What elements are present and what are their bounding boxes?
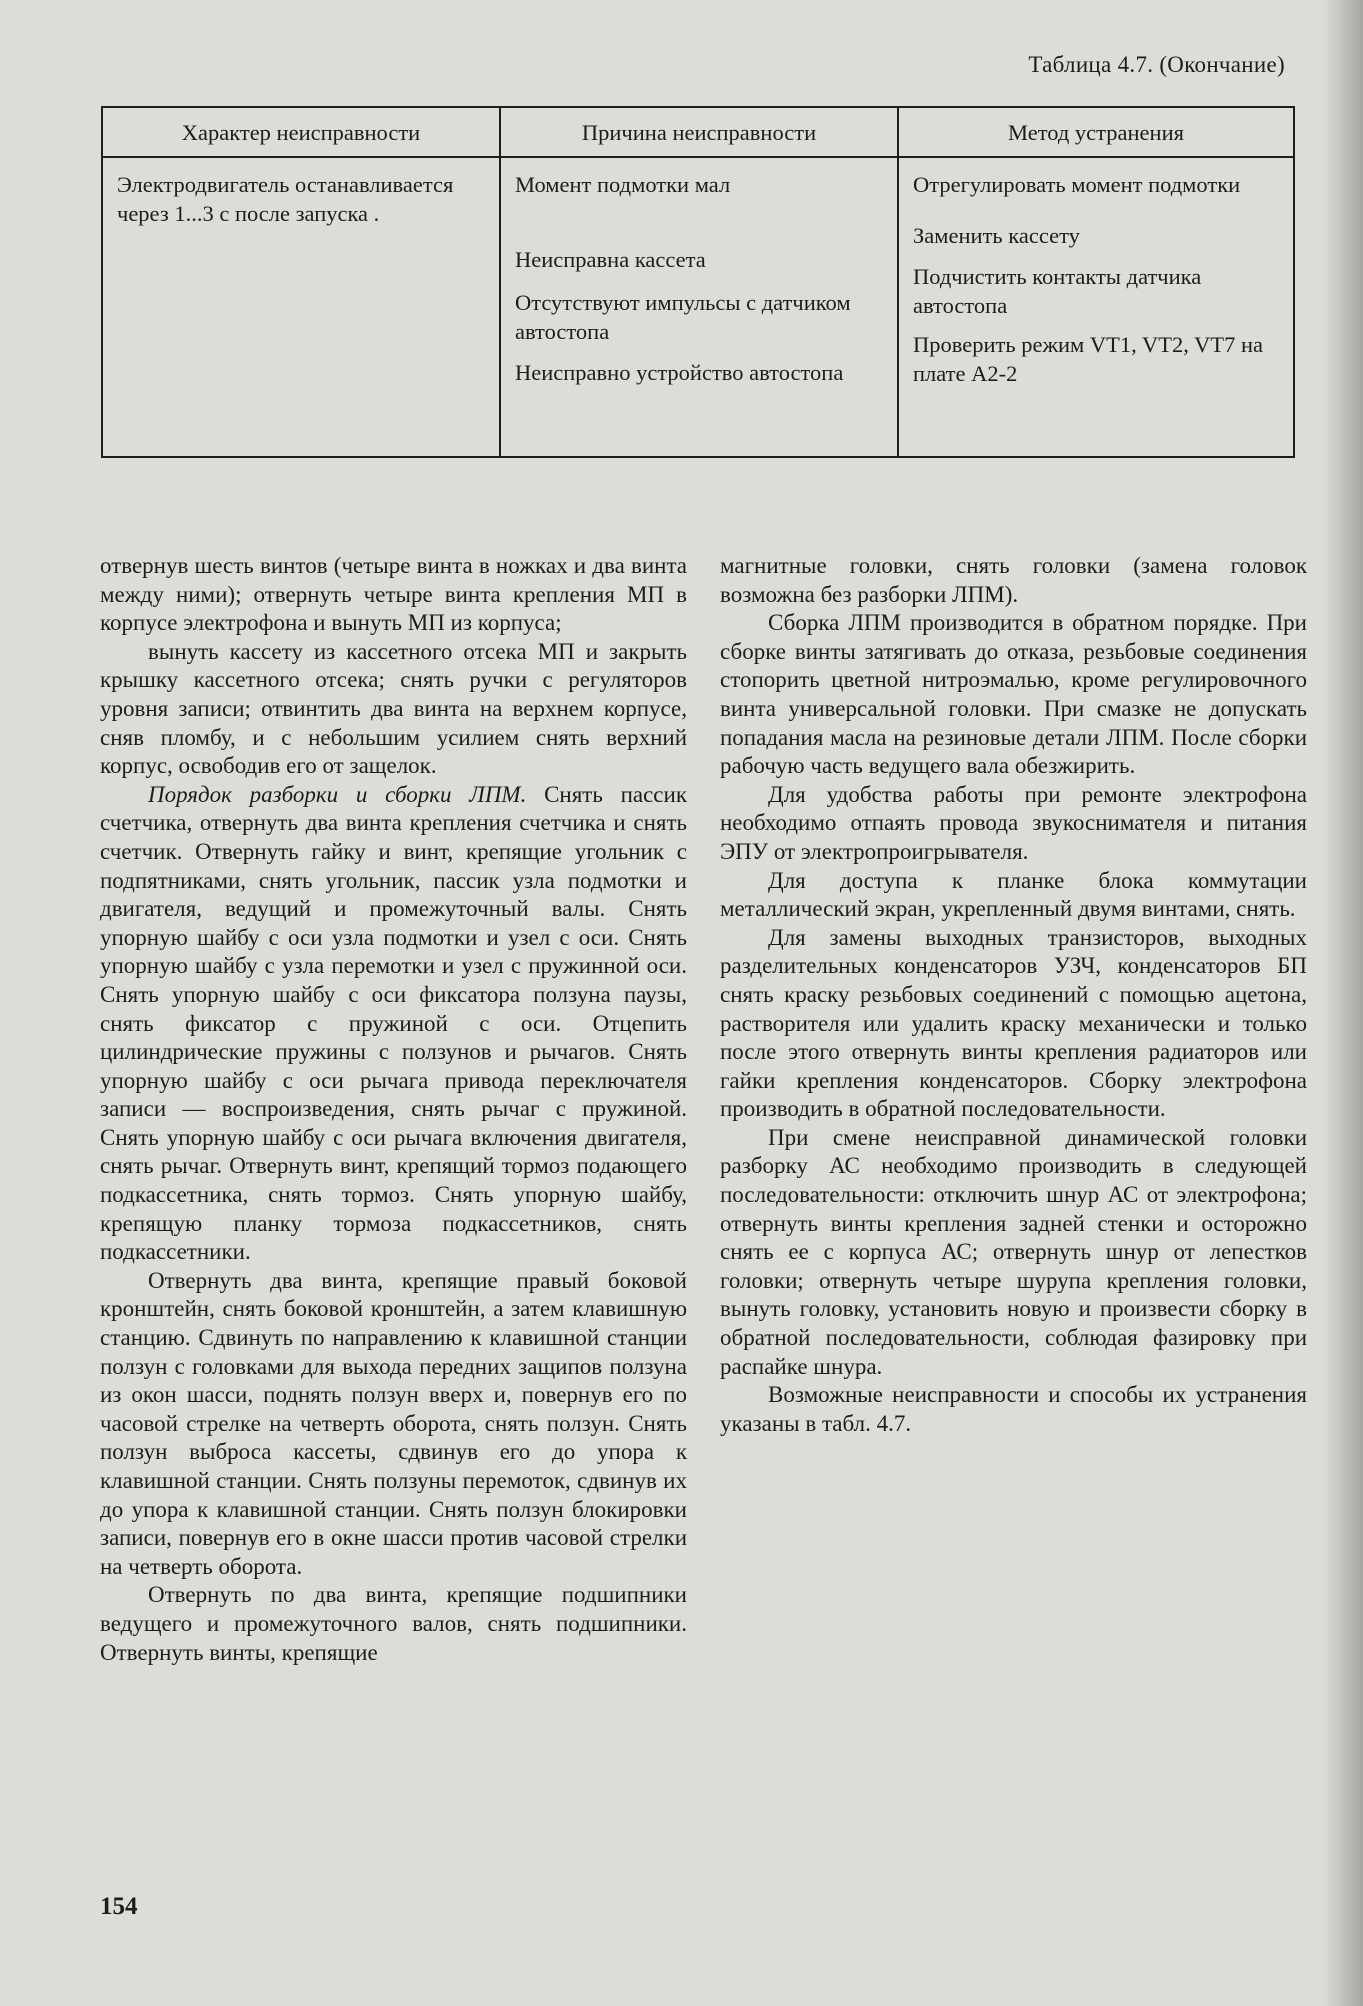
remedy-4: Проверить режим VT1, VT2, VT7 на плате A2-2 (913, 332, 1263, 386)
table-header-row (102, 107, 1294, 157)
right-paragraph-6: При смене неисправной динамической головки разборку АС необходимо производить в следующей последовательности: отключить шнур АС от электрофона; отвернуть винты крепления задней стенки и осторожно снять ее с корпуса АС; отвернуть шнур от лепестков головки; отвернуть четыре шурупа крепления головки, вынуть головку, установить новую и произвести сборку в обратной последовательности, соблюдая фазировку при распайке шнура. (720, 1124, 1307, 1379)
cause-1: Момент подмотки мал (515, 172, 731, 197)
remedy-3: Подчистить контакты датчика автостопа (913, 264, 1202, 318)
right-paragraph-7: Возможные неисправности и способы их устранения указаны в табл. 4.7. (720, 1382, 1307, 1436)
header-remedy: Метод устранения (898, 107, 1294, 157)
left-paragraph-2: вынуть кассету из кассетного отсека МП и закрыть крышку кассетного отсека; снять ручки с регуляторов уровня записи; отвинтить два винта на верхнем корпусе, сняв пломбу, и с небольшим усилием снять верхний корпус, освободив его от защелок. (100, 638, 687, 779)
disassembly-text: Снять пассик счетчика, отвернуть два винта крепления счетчика и снять счетчик. Отвернуть гайку и винт, крепящие угольник с подпятниками, снять угольник, пассик узла подмотки и двигателя, ведущий и промежуточный валы. Снять упорную шайбу с оси узла подмотки и узел с оси. Снять упорную шайбу с узла перемотки и узел с пружинной оси. Снять упорную шайбу с оси фиксатора ползуна паузы, снять фиксатор с пружиной с оси. Отцепить цилиндрические пружины с ползунов и рычагов. Снять упорную шайбу с оси рычага привода переключателя записи — воспроизведения, снять рычаг с пружиной. Снять упорную шайбу с оси рычага включения двигателя, снять рычаг. Отвернуть винт, крепящий тормоз подающего подкассетника, снять тормоз. Снять упорную шайбу, крепящую планку тормоза подкассетников, снять подкассетники. (100, 781, 687, 1265)
left-text-column (100, 552, 687, 1667)
remedy-cell (898, 157, 1294, 457)
remedy-2: Заменить кассету (913, 223, 1080, 248)
right-paragraph-2: Сборка ЛПМ производится в обратном порядке. При сборке винты затягивать до отказа, резьбовые соединения стопорить цветной нитроэмалью, кроме регулировочного винта универсальной головки. При смазке не допускать попадания масла на резиновые детали ЛПМ. После сборки рабочую часть ведущего вала обезжирить. (720, 610, 1307, 779)
left-paragraph-1: отвернув шесть винтов (четыре винта в ножках и два винта между ними); отвернуть четыре винта крепления МП в корпусе электрофона и вынуть МП из корпуса; (100, 553, 687, 636)
remedy-1: Отрегулировать момент подмотки (913, 172, 1241, 197)
right-paragraph-3: Для удобства работы при ремонте электрофона необходимо отпаять провода звукоснимателя и питания ЭПУ от электропроигрывателя. (720, 781, 1307, 864)
cause-cell (500, 157, 898, 457)
table-row (102, 157, 1294, 457)
cause-4: Неисправно устройство автостопа (515, 360, 844, 385)
left-paragraph-3 (100, 781, 687, 1267)
left-paragraph-5: Отвернуть по два винта, крепящие подшипники ведущего и промежуточного валов, снять подшипники. Отвернуть винты, крепящие (100, 1582, 687, 1665)
disassembly-heading: Порядок разборки и сборки ЛПМ. (148, 781, 527, 807)
cause-2: Неисправна кассета (515, 247, 706, 272)
left-paragraph-4: Отвернуть два винта, крепящие правый боковой кронштейн, снять боковой кронштейн, а затем клавишную станцию. Сдвинуть по направлению к клавишной станции ползун с головками для выхода передних защипов ползуна из окон шасси, поднять ползун вверх и, повернув его по часовой стрелке на четверть оборота, снять ползун. Снять ползун выброса кассеты, сдвинув его до упора к клавишной станции. Снять ползуны перемоток, сдвинув их до упора к клавишной станции. Снять ползун блокировки записи, повернув его в окне шасси против часовой стрелки на четверть оборота. (100, 1267, 687, 1579)
right-paragraph-5: Для замены выходных транзисторов, выходных разделительных конденсаторов УЗЧ, конденсаторов БП снять краску резьбовых соединений с помощью ацетона, растворителя или удалить краску механически и только после этого отвернуть винты крепления радиаторов или гайки крепления конденсаторов. Сборку электрофона производить в обратной последовательности. (720, 924, 1307, 1122)
right-text-column (720, 552, 1307, 1438)
symptom-text: Электродвигатель останавливается через 1...3 с после запуска . (117, 172, 454, 226)
right-paragraph-1: магнитные головки, снять головки (замена головок возможна без разборки ЛПМ). (720, 553, 1307, 607)
table-caption: Таблица 4.7. (Окончание) (1028, 52, 1285, 77)
page-number: 154 (100, 1893, 138, 1920)
symptom-cell (102, 157, 500, 457)
fault-table (101, 106, 1295, 458)
right-paragraph-4: Для доступа к планке блока коммутации металлический экран, укрепленный двумя винтами, снять. (720, 867, 1307, 922)
header-symptom: Характер неисправности (102, 107, 500, 157)
header-cause: Причина неисправности (500, 107, 898, 157)
page-edge-shadow (1323, 0, 1363, 2006)
cause-3: Отсутствуют импульсы с датчиком автостопа (515, 290, 851, 344)
